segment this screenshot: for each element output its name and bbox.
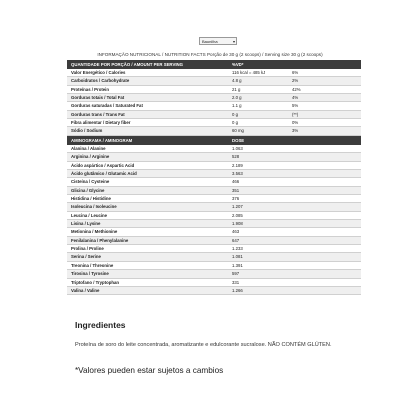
aminogram-row-dose: 1.908 xyxy=(232,221,243,227)
aminogram-row xyxy=(67,245,361,253)
nutrition-row-dv: 6% xyxy=(292,70,299,75)
aminogram-row xyxy=(67,178,361,186)
aminogram-row-label: Tirosina / Tyrosine xyxy=(71,271,109,277)
nutrition-row-label: Proteínas / Protein xyxy=(71,86,109,92)
nutrition-row-dv: 42% xyxy=(292,86,301,92)
chevron-down-icon: ▾ xyxy=(232,39,235,44)
aminogram-row-dose: 463 xyxy=(232,229,240,235)
nutrition-row-dv: (**) xyxy=(292,111,299,117)
nutrition-row-amount: 0 g xyxy=(232,111,238,117)
aminogram-row xyxy=(67,220,361,228)
aminogram-row-label: Fenilalanina / Phenylalanine xyxy=(71,237,129,243)
nutrition-row-dv: 3% xyxy=(292,128,299,134)
aminogram-row-dose: 647 xyxy=(232,237,240,243)
aminogram-row xyxy=(67,187,361,195)
aminogram-row-dose: 1.233 xyxy=(232,246,243,252)
aminogram-row-label: Lisina / Lysine xyxy=(71,221,101,227)
nutrition-row-dv: 2% xyxy=(292,78,299,84)
aminogram-table-header xyxy=(67,136,361,145)
aminogram-row-label: Prolina / Proline xyxy=(71,246,104,252)
nutrition-row-label: Carboidratos / Carbohydrate xyxy=(71,78,130,84)
nutrition-header-dv-label: %VD* xyxy=(232,62,244,67)
nutrition-table-header xyxy=(67,60,361,69)
aminogram-row-dose: 3.563 xyxy=(232,171,243,177)
disclaimer-text: *Valores pueden estar sujetos a cambios xyxy=(75,366,224,375)
nutrition-row-label: Fibra alimentar / Dietary fiber xyxy=(71,120,131,126)
aminogram-table xyxy=(67,136,361,295)
nutrition-facts-table xyxy=(67,60,361,136)
aminogram-row xyxy=(67,195,361,203)
aminogram-row-dose: 528 xyxy=(232,154,240,160)
nutrition-row-amount: 2.0 g xyxy=(232,95,242,101)
aminogram-row xyxy=(67,170,361,178)
aminogram-row xyxy=(67,153,361,161)
nutrition-row-amount: 60 mg xyxy=(232,128,244,134)
aminogram-header-dose-label: DOSE xyxy=(232,138,245,143)
ingredients-heading: Ingredientes xyxy=(75,320,126,330)
aminogram-row-dose: 351 xyxy=(232,187,240,193)
aminogram-row xyxy=(67,270,361,278)
nutrition-row-amount: 116 kcal = 485 kJ xyxy=(232,70,266,75)
nutrition-row-label: Gorduras totais / Total Fat xyxy=(71,95,125,101)
nutrition-row-dv: 0% xyxy=(292,120,299,126)
aminogram-row xyxy=(67,162,361,170)
aminogram-row-dose: 1.391 xyxy=(232,262,243,268)
ingredients-text: Proteína de soro do leite concentrada, aromatizante e edulcorante sucralose. NÃO CONTÉM GLÚTEN. xyxy=(75,342,332,348)
nutrition-row xyxy=(67,127,361,135)
aminogram-row xyxy=(67,212,361,220)
aminogram-row-label: Valina / Valine xyxy=(71,287,100,293)
nutrition-row xyxy=(67,102,361,110)
aminogram-row-dose: 1.266 xyxy=(232,287,243,293)
aminogram-row-dose: 1.207 xyxy=(232,204,243,210)
aminogram-row xyxy=(67,253,361,261)
aminogram-row-label: Isoleucina / Isoleucine xyxy=(71,204,117,210)
nutrition-row-label: Sódio / Sodium xyxy=(71,128,103,134)
aminogram-row-label: Cisteína / Cysteine xyxy=(71,179,110,185)
nutrition-row xyxy=(67,119,361,127)
aminogram-row-dose: 331 xyxy=(232,279,240,285)
nutrition-facts-title: INFORMAÇÃO NUTRICIONAL / NUTRITION FACTS Porção de 30 g (2 scoops) / Serving size 30 g (2 scoops) xyxy=(97,52,323,57)
aminogram-row xyxy=(67,237,361,245)
aminogram-row-label: Histidina / Histidine xyxy=(71,196,111,202)
nutrition-row-amount: 1.1 g xyxy=(232,103,242,109)
nutrition-row-amount: 4.8 g xyxy=(232,78,242,84)
nutrition-row-label: Gorduras saturadas / Saturated Fat xyxy=(71,103,143,109)
flavor-select[interactable] xyxy=(199,37,237,45)
aminogram-row-label: Leucina / Leucine xyxy=(71,212,108,218)
nutrition-header-amount-label: QUANTIDADE POR PORÇÃO / AMOUNT PER SERVING xyxy=(71,62,183,67)
aminogram-row xyxy=(67,279,361,287)
nutrition-row xyxy=(67,69,361,77)
aminogram-row-dose: 597 xyxy=(232,271,240,277)
nutrition-row xyxy=(67,86,361,94)
flavor-select-value: Baunilha xyxy=(202,39,218,44)
aminogram-row-label: Serina / Serine xyxy=(71,254,101,260)
nutrition-row-amount: 0 g xyxy=(232,120,238,126)
aminogram-row-label: Arginina / Arginine xyxy=(71,154,110,160)
nutrition-row-amount: 21 g xyxy=(232,86,241,92)
nutrition-row-label: Valor Energético / Calories xyxy=(71,70,126,75)
aminogram-row-dose: 1.063 xyxy=(232,146,243,151)
aminogram-row xyxy=(67,228,361,236)
nutrition-row-label: Gorduras trans / Trans Fat xyxy=(71,111,125,117)
aminogram-row-label: Metionina / Methionine xyxy=(71,229,118,235)
aminogram-row-dose: 2.085 xyxy=(232,212,243,218)
aminogram-row-label: Treonina / Threonine xyxy=(71,262,114,268)
nutrition-row xyxy=(67,77,361,85)
nutrition-row-dv: 4% xyxy=(292,95,299,101)
aminogram-row-dose: 376 xyxy=(232,196,240,202)
aminogram-row-dose: 1.081 xyxy=(232,254,243,260)
aminogram-row-label: Triptofano / Tryptophan xyxy=(71,279,119,285)
aminogram-row xyxy=(67,203,361,211)
nutrition-row xyxy=(67,94,361,102)
aminogram-row-label: Ácido glutâmico / Glutamic Acid xyxy=(71,171,137,177)
aminogram-row-label: Ácido aspártico / Aspartic Acid xyxy=(71,162,135,168)
aminogram-row-label: Alanina / Alanine xyxy=(71,146,106,151)
aminogram-row xyxy=(67,287,361,295)
aminogram-row xyxy=(67,262,361,270)
aminogram-row xyxy=(67,145,361,153)
nutrition-row xyxy=(67,111,361,119)
aminogram-row-label: Glicina / Glycine xyxy=(71,187,105,193)
aminogram-row-dose: 466 xyxy=(232,179,240,185)
aminogram-row-dose: 2.189 xyxy=(232,162,243,168)
aminogram-header-label: AMINOGRAMA / AMINOGRAM xyxy=(71,138,133,143)
nutrition-row-dv: 5% xyxy=(292,103,299,109)
